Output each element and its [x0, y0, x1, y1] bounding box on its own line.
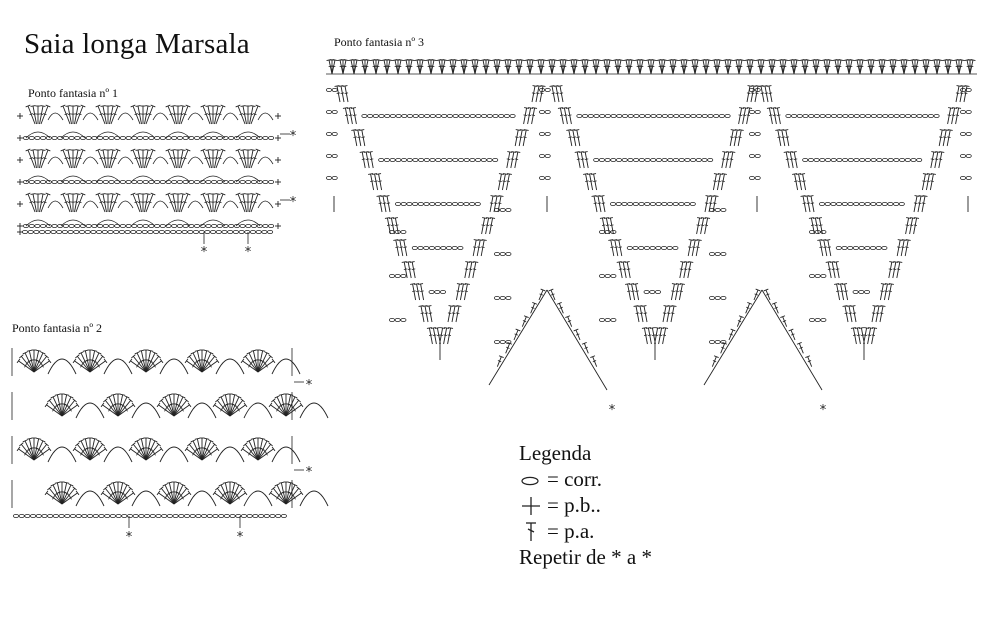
svg-text:*: *	[305, 378, 313, 393]
repeat-markers	[126, 129, 827, 545]
legend-item-label: = p.a.	[547, 519, 595, 543]
legend	[519, 440, 652, 570]
svg-text:*: *	[608, 403, 616, 418]
pattern1-chart	[17, 105, 290, 244]
legend-item-chain	[519, 466, 652, 492]
legend-item-label: = corr.	[547, 467, 602, 491]
pattern3-label: Ponto fantasia nº 3	[334, 35, 425, 49]
double-crochet-icon	[519, 520, 543, 542]
svg-text:*: *	[819, 403, 827, 418]
legend-heading: Legenda	[519, 441, 592, 465]
legend-item-double-crochet	[519, 518, 652, 544]
svg-text:*: *	[200, 245, 208, 260]
pattern2-chart	[12, 348, 328, 528]
page-title: Saia longa Marsala	[24, 28, 250, 60]
svg-text:*: *	[236, 530, 244, 545]
svg-text:*: *	[305, 465, 313, 480]
pattern2-label: Ponto fantasia nº 2	[12, 321, 103, 335]
svg-text:*: *	[289, 129, 297, 144]
pattern3-chart	[326, 59, 977, 390]
svg-text:*: *	[244, 245, 252, 260]
legend-item-label: = p.b..	[547, 493, 601, 517]
legend-item-single-crochet	[519, 492, 652, 518]
svg-text:*: *	[289, 195, 297, 210]
single-crochet-icon	[519, 494, 543, 516]
legend-repeat-note: Repetir de * a *	[519, 545, 652, 569]
chain-icon	[519, 468, 543, 490]
pattern1-label: Ponto fantasia nº 1	[28, 86, 119, 100]
svg-text:*: *	[125, 530, 133, 545]
